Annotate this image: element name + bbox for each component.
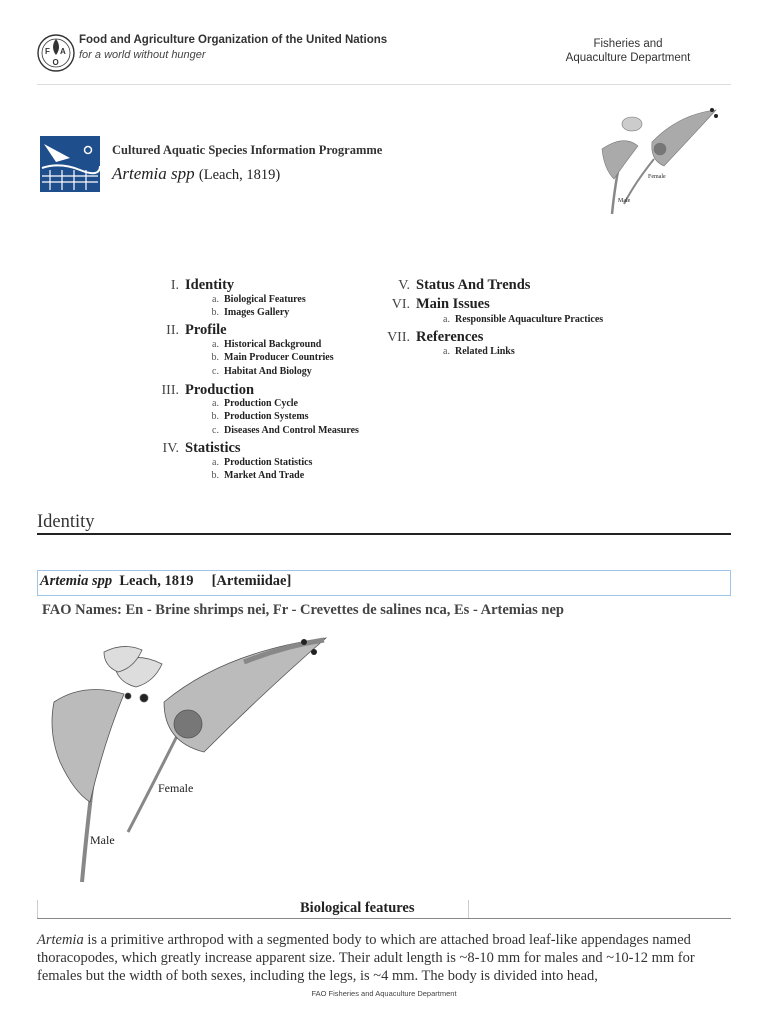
- toc-number: I.: [170, 278, 179, 293]
- programme-logo-icon: [40, 136, 100, 192]
- toc-section-statistics[interactable]: [150, 439, 241, 457]
- bio-features-heading: Biological features: [300, 900, 415, 916]
- toc-number: VII.: [387, 330, 410, 345]
- toc-label: Status And Trends: [416, 277, 531, 293]
- toc-section-status-and-trends[interactable]: [378, 276, 530, 294]
- species-name: Artemia spp: [112, 164, 195, 183]
- fao-names: FAO Names: En - Brine shrimps nei, Fr - Crevettes de salines nca, Es - Artemias nep: [42, 602, 564, 618]
- species-title: [112, 164, 280, 184]
- family-name: [Artemiidae]: [211, 573, 292, 589]
- toc-sub-diseases-and-control[interactable]: c. Diseases And Control Measures: [212, 425, 359, 436]
- toc-number: II.: [166, 323, 179, 338]
- identity-divider: [37, 533, 731, 535]
- toc-sub-production-statistics[interactable]: a. Production Statistics: [212, 457, 313, 468]
- department-line-2: Aquaculture Department: [565, 52, 691, 64]
- toc-label: Production: [185, 382, 255, 398]
- female-label: Female: [158, 781, 194, 795]
- toc-sub-main-producer-countries[interactable]: b. Main Producer Countries: [211, 352, 334, 363]
- toc-sub-production-cycle[interactable]: a. Production Cycle: [212, 398, 298, 409]
- species-authority: (Leach, 1819): [198, 167, 281, 183]
- toc-label: References: [416, 329, 484, 345]
- toc-sub-habitat-and-biology[interactable]: c. Habitat And Biology: [212, 366, 312, 377]
- toc-section-production[interactable]: [150, 381, 254, 399]
- header-illus-female-label: Female: [648, 174, 666, 180]
- scientific-name-line: [40, 573, 291, 590]
- toc-sub-production-systems[interactable]: b. Production Systems: [211, 411, 309, 422]
- department-line-1: Fisheries and: [593, 38, 663, 50]
- toc-number: III.: [161, 383, 179, 398]
- page-footer: FAO Fisheries and Aquaculture Department: [311, 989, 457, 998]
- bio-features-divider: [37, 918, 731, 919]
- bio-features-paragraph: [37, 931, 731, 985]
- svg-text:F: F: [45, 47, 50, 56]
- toc-sub-biological-features[interactable]: a. Biological Features: [212, 294, 306, 305]
- toc-sub-historical-background[interactable]: a. Historical Background: [212, 339, 322, 350]
- toc-number: V.: [398, 278, 410, 293]
- header-illus-male-label: Male: [618, 198, 631, 204]
- svg-text:O: O: [52, 58, 59, 67]
- header-divider: [37, 84, 731, 85]
- identity-heading: Identity: [37, 512, 95, 532]
- programme-title: Cultured Aquatic Species Information Programme: [112, 143, 383, 157]
- toc-sub-related-links[interactable]: a. Related Links: [443, 346, 515, 357]
- toc-sub-responsible-aquaculture[interactable]: a. Responsible Aquaculture Practices: [443, 314, 604, 325]
- artemia-header-illustration: [594, 104, 730, 222]
- scientific-authority: Leach, 1819: [119, 573, 194, 589]
- org-name: Food and Agriculture Organization of the United Nations: [79, 34, 388, 46]
- toc-section-profile[interactable]: [150, 321, 227, 339]
- male-label: Male: [90, 833, 115, 847]
- toc-label: Main Issues: [416, 296, 490, 312]
- toc-label: Statistics: [185, 440, 241, 456]
- department-name: [548, 37, 708, 65]
- toc-number: IV.: [162, 441, 179, 456]
- toc-label: Profile: [185, 322, 227, 338]
- genus-name: Artemia: [37, 932, 84, 948]
- toc-sub-images-gallery[interactable]: b. Images Gallery: [211, 307, 290, 318]
- toc-section-identity[interactable]: [150, 276, 234, 294]
- bio-features-text: is a primitive arthropod with a segmented body to which are attached broad leaf-like appendages named thoracopodes, which greatly increase apparent size. Their adult length is ~8-10 mm for males and ~10-12 mm for females but the width of both sexes, including the legs, is ~4 mm. The body is divided into head,: [37, 932, 695, 984]
- toc-number: VI.: [391, 297, 410, 312]
- scientific-name: Artemia spp: [40, 573, 113, 589]
- toc-section-main-issues[interactable]: [378, 295, 490, 313]
- toc-sub-market-and-trade[interactable]: b. Market And Trade: [211, 470, 305, 481]
- toc-label: Identity: [185, 277, 235, 293]
- org-tagline: for a world without hunger: [79, 49, 206, 61]
- toc-section-references[interactable]: [378, 328, 483, 346]
- svg-text:A: A: [60, 47, 66, 56]
- artemia-main-illustration: [44, 632, 340, 888]
- fao-logo-icon: [37, 34, 75, 72]
